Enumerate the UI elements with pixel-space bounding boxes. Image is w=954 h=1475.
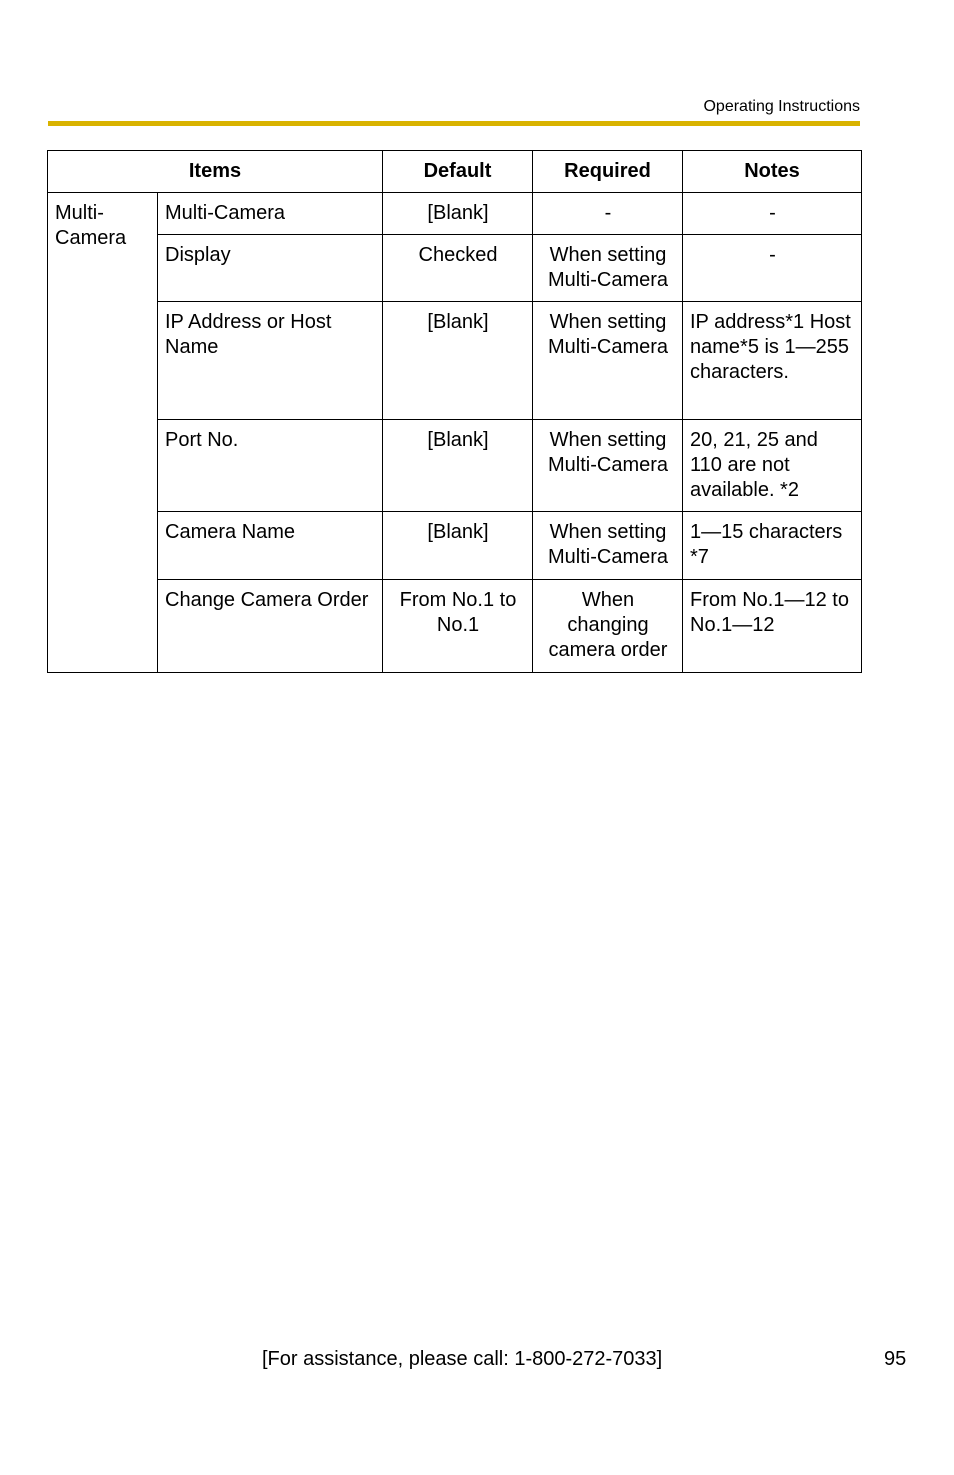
default-cell: [Blank]	[383, 193, 533, 235]
item-cell: Change Camera Order	[158, 580, 383, 673]
item-cell: Multi-Camera	[158, 193, 383, 235]
required-cell: When changing camera order	[533, 580, 683, 673]
default-cell: [Blank]	[383, 420, 533, 512]
settings-table	[47, 150, 862, 673]
required-cell: -	[533, 193, 683, 235]
notes-cell: -	[683, 235, 862, 302]
default-cell: From No.1 to No.1	[383, 580, 533, 673]
group-label-multi-camera: Multi- Camera	[48, 193, 158, 673]
column-header-required: Required	[533, 151, 683, 193]
column-header-default: Default	[383, 151, 533, 193]
default-cell: Checked	[383, 235, 533, 302]
table-row	[48, 235, 862, 302]
default-cell: [Blank]	[383, 512, 533, 580]
table-row	[48, 193, 862, 235]
required-cell: When setting Multi-Camera	[533, 420, 683, 512]
notes-cell: 20, 21, 25 and 110 are not available. *2	[683, 420, 862, 512]
required-cell: When setting Multi-Camera	[533, 512, 683, 580]
item-cell: Port No.	[158, 420, 383, 512]
header-rule	[48, 121, 860, 126]
running-header: Operating Instructions	[703, 98, 860, 115]
item-cell: Camera Name	[158, 512, 383, 580]
table-header-row	[48, 151, 862, 193]
item-cell: IP Address or Host Name	[158, 302, 383, 420]
notes-cell: From No.1—12 to No.1—12	[683, 580, 862, 673]
notes-cell: IP address*1 Host name*5 is 1—255 characters.	[683, 302, 862, 420]
table-row	[48, 512, 862, 580]
required-cell: When setting Multi-Camera	[533, 302, 683, 420]
item-cell: Display	[158, 235, 383, 302]
column-header-items: Items	[48, 151, 383, 193]
table-row	[48, 580, 862, 673]
notes-cell: 1—15 characters *7	[683, 512, 862, 580]
column-header-notes: Notes	[683, 151, 862, 193]
required-cell: When setting Multi-Camera	[533, 235, 683, 302]
table-row	[48, 420, 862, 512]
table-row	[48, 302, 862, 420]
page-number: 95	[884, 1348, 907, 1370]
default-cell: [Blank]	[383, 302, 533, 420]
assistance-footer: [For assistance, please call: 1-800-272-7033]	[262, 1348, 663, 1370]
notes-cell: -	[683, 193, 862, 235]
